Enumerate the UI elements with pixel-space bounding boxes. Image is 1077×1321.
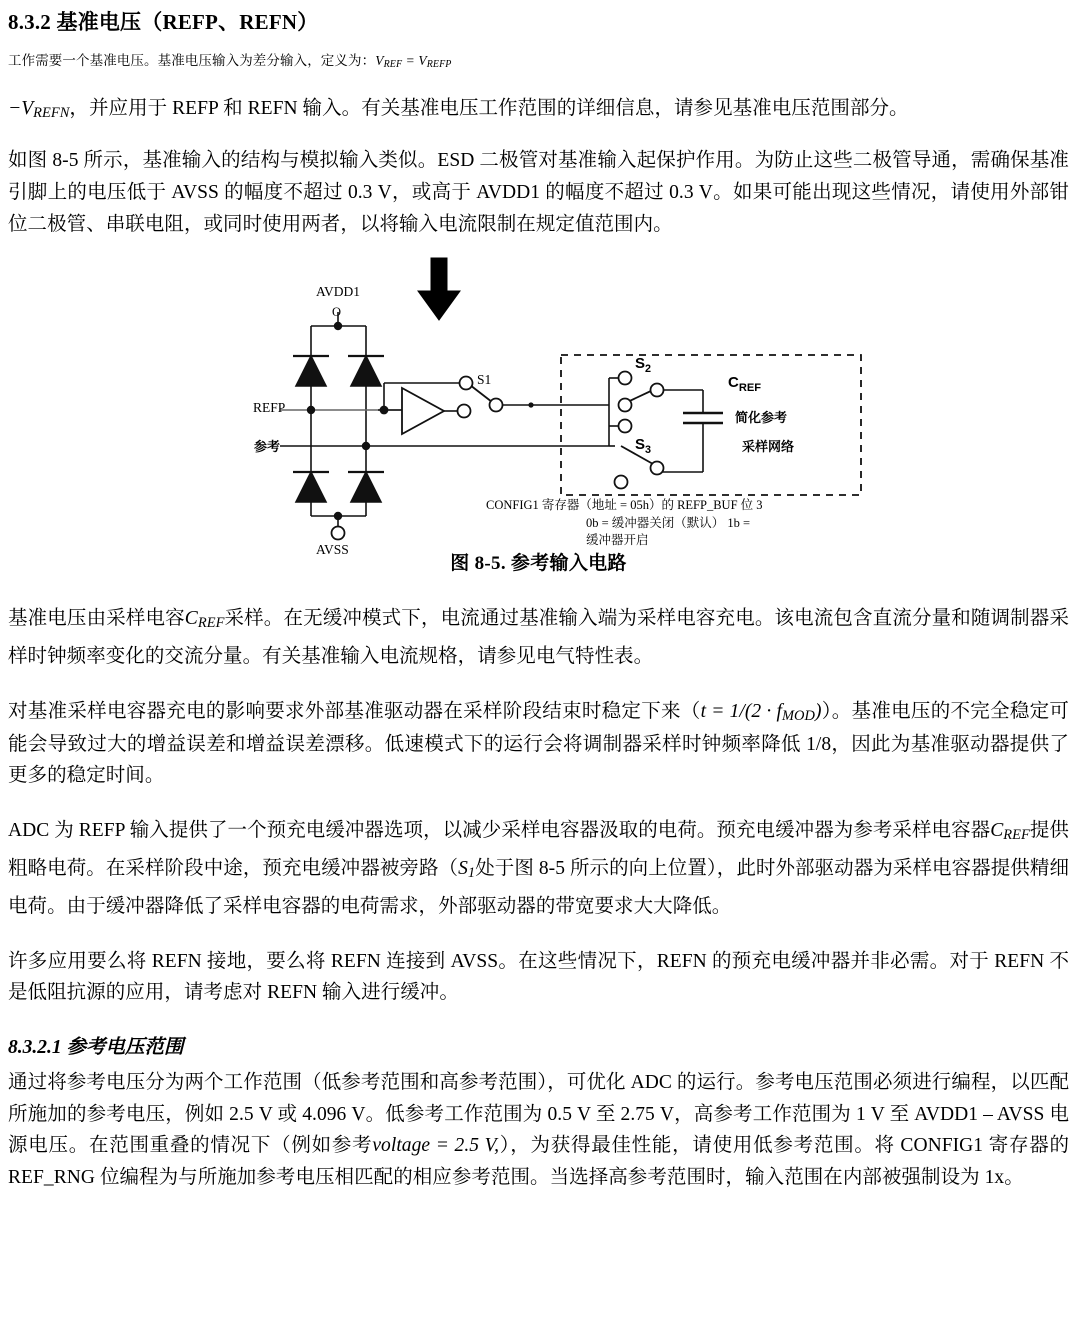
terminal-s2-out [651,384,664,397]
paragraph-3-b: 采样。在无缓冲模式下，电流通过基准输入端为采样电容充电。该电流包含直流分量和随调制器采样时钟频率变化的交流分量。有关基准输入电流规格，请参见电气特性表。 [8,608,1070,668]
intro-small-paragraph [8,51,1069,73]
intro-formula: VREF = VREFP [375,53,452,71]
label-s3: $S_3$ [635,436,652,457]
intro-small-text: 工作需要一个基准电压。基准电压输入为差分输入，定义为： [8,53,376,69]
paragraph-5-c: 处于图 8-5 所示的向上位置），此时外部驱动器为采样电容器提供精细电荷。由于缓冲器降低了采样电容器的电荷需求，外部驱动器的带宽要求大大降低。 [8,857,1069,917]
section-heading: 8.3.2 基准电压（REFP、REFN） [8,10,319,34]
diode2-upper-body [351,356,381,386]
paragraph-1-formula: −VREFN [8,97,70,122]
paragraph-4-b: ）。基准电压的不完全稳定可能会导致过大的增益误差和增益误差漂移。低速模式下的运行会将调制器采样时钟频率降低 1/8，因此为基准驱动器提供了更多的稳定时间。 [8,701,1069,787]
figure-annotation-line1: CONFIG1 寄存器（地址 = 05h）的 REFP_BUF 位 3 [486,498,763,513]
paragraph-5-a: ADC 为 REFP 输入提供了一个预充电缓冲器选项，以减少采样电容器汲取的电荷。预充电缓冲器为参考采样电容器 [8,819,991,841]
paragraph-7-formula: voltage = 2.5 V, [372,1135,500,1157]
paragraph-1-text: ，并应用于 REFP 和 REFN 输入。有关基准电压工作范围的详细信息，请参见基准电压范围部分。 [69,97,909,119]
precharge-buffer-triangle [402,388,444,434]
paragraph-5-b: 提供粗略电荷。在采样阶段中途，预充电缓冲器被旁路（ [8,819,1069,879]
paragraph-4-a: 对基准采样电容器充电的影响要求外部基准驱动器在采样阶段结束时稳定下来（ [8,701,701,723]
diode3-lower-body [296,472,326,502]
paragraph-7-b: ），为获得最佳性能，请使用低参考范围。将 CONFIG1 寄存器的 REF_RNG 位编程为与所施加参考电压相匹配的相应参考范围。当选择高参考范围时，输入范围在内部被强制设为 1x。 [8,1135,1069,1188]
terminal-s3-pole [615,476,628,489]
junction-s1-out [528,403,533,408]
terminal-buffer-output [458,405,471,418]
junction-refn-d2 [362,442,370,450]
label-avdd1: AVDD1 [316,284,361,300]
label-refp: REFP [253,400,286,416]
paragraph-5 [8,812,1069,926]
figure-annotation-line2: 0b = 缓冲器关闭（默认） 1b = [586,516,751,531]
figure-caption: 图 8-5. 参考输入电路 [450,553,627,575]
terminal-s2-upper [619,372,632,385]
sampling-network-dashed-box [561,355,861,495]
paragraph-5-s1: S1 [458,857,476,882]
label-avss: AVSS [316,542,349,558]
paragraph-4 [8,696,1069,792]
junction-avdd1 [334,322,342,330]
label-cref: $C_{REF}$ [728,374,762,395]
subsection-heading: 8.3.2.1 参考电压范围 [8,1037,184,1059]
figure-annotation-line3: 缓冲器开启 [586,533,649,548]
label-refn: 参考 [254,439,281,455]
annotation-arrow [418,258,460,320]
paragraph-3-cref: CREF [184,608,225,632]
terminal-s3-upper [619,420,632,433]
terminal-avss [332,527,345,540]
diode1-upper-body [296,356,326,386]
diode4-lower-body [351,472,381,502]
junction-refp-d1 [307,406,315,414]
page-content [8,0,1069,1193]
junction-buffer-input [380,406,389,415]
label-s2: $S_2$ [635,355,652,376]
label-simplified-reference: 简化参考 [735,410,788,426]
paragraph-5-cref: CREF [990,819,1030,844]
paragraph-2: 如图 8-5 所示，基准输入的结构与模拟输入类似。ESD 二极管对基准输入起保护作用。为防止这些二极管导通，需确保基准引脚上的电压低于 AVSS 的幅度不超过 0.3 V，或高于 AVDD1 的幅度不超过 0.3 V。如果可能出现这些情况，请使用外部钳位二极管、串联电阻，或同时使用两者，以将输入电流限制在规定值范围内。 [8,150,1069,235]
label-avdd1-terminal-o: O [332,305,342,320]
terminal-s1-pole [490,399,503,412]
junction-avss [334,512,342,520]
paragraph-1 [8,93,1069,126]
paragraph-6: 许多应用要么将 REFN 接地，要么将 REFN 连接到 AVSS。在这些情况下，REFN 的预充电缓冲器并非必需。对于 REFN 不是低阻抗源的应用，请考虑对 REFN 输入进行缓冲。 [8,950,1069,1004]
terminal-s2-pole [619,399,632,412]
paragraph-3 [8,600,1069,676]
label-s1: S1 [477,372,492,388]
terminal-s3-out [651,462,664,475]
paragraph-4-formula: t = 1/(2 · fMOD) [700,701,822,725]
label-sampling-network: 采样网络 [742,439,795,455]
paragraph-7 [8,1067,1069,1193]
figure-reference-input-circuit [8,250,1069,580]
terminal-s1-upper [460,377,473,390]
paragraph-7-a: 通过将参考电压分为两个工作范围（低参考范围和高参考范围），可优化 ADC 的运行。参考电压范围必须进行编程，以匹配所施加的参考电压，例如 2.5 V 或 4.096 V。低参考工作范围为 0.5 V 至 2.75 V，高参考工作范围为 1 V 至 AVDD1 – AVSS 电源电压。在范围重叠的情况下（例如参考 [8,1072,1069,1157]
paragraph-3-a: 基准电压由采样电容 [8,608,185,630]
